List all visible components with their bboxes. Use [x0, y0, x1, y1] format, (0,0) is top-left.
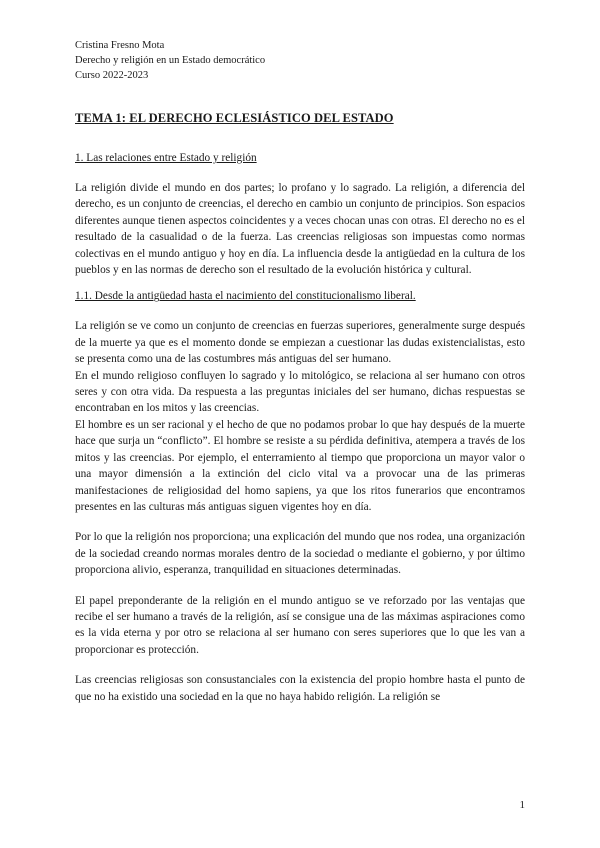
paragraph-4: Por lo que la religión nos proporciona; una explicación del mundo que nos rodea, una organización de la sociedad creando normas morales dentro de la sociedad o mediante el gobierno, y por último proporciona alivio, esperanza, tranquilidad en situaciones determinadas.	[75, 531, 525, 577]
paragraph-5: El papel preponderante de la religión en el mundo antiguo se ve reforzado por las ventajas que recibe el ser humano a través de la religión, así se consigue una de las máximas aspiraciones como es la vida eterna y por otro se relaciona al ser humano con seres superiores que lo que les van a proporcionar es protección.	[75, 594, 525, 656]
section-1-paragraph: La religión divide el mundo en dos partes; lo profano y lo sagrado. La religión, a diferencia del derecho, es un conjunto de creencias, el derecho en cambio un conjunto de principios. Son espacios diferentes aunque tienen aspectos coincidentes y a veces chocan unas con otras. El derecho no es el resultado de la casualidad o de la fuerza. Las creencias religiosas son impuestas como normas colectivas en el mundo antiguo y hoy en día. La influencia desde la antigüedad en la cultura de los pueblos y en las normas de derecho son el resultado de la evolución histórica y cultural.	[75, 182, 525, 277]
section-heading-1-1: 1.1. Desde la antigüedad hasta el nacimiento del constitucionalismo liberal.	[75, 290, 416, 303]
page-number: 1	[519, 799, 525, 811]
header-year: Curso 2022-2023	[75, 70, 149, 81]
section-heading-1: 1. Las relaciones entre Estado y religión	[75, 152, 257, 164]
paragraph-6: Las creencias religiosas son consustanciales con la existencia del propio hombre hasta el punto de que no ha existido una sociedad en la que no haya habido religión. La religión se	[75, 674, 525, 703]
document-title: TEMA 1: EL DERECHO ECLESIÁSTICO DEL ESTADO	[75, 111, 394, 125]
document-header	[75, 38, 525, 83]
header-course: Derecho y religión en un Estado democrático	[75, 55, 266, 66]
header-author: Cristina Fresno Mota	[75, 40, 165, 51]
paragraph-2: En el mundo religioso confluyen lo sagrado y lo mitológico, se relaciona al ser humano con otros seres y con otra vida. Da respuesta a las preguntas iniciales del ser humano, dichas respuestas se encontraban en los mitos y las creencias.	[75, 369, 525, 415]
paragraph-3: El hombre es un ser racional y el hecho de que no podamos probar lo que hay después de la muerte hace que surja un “conflicto”. El hombre se resiste a su pérdida definitiva, atempera a través de los mitos y las creencias. Por ejemplo, el enterramiento al tiempo que proporciona un mayor valor o una mayor dimensión a la extinción del ciclo vital va a provocar una de las primeras manifestaciones de religiosidad del homo sapiens, ya que los ritos funerarios que encontramos presentes en las culturas más antiguas siguen vigentes hoy en día.	[75, 418, 525, 513]
paragraph-1: La religión se ve como un conjunto de creencias en fuerzas superiores, generalmente surge después de la muerte ya que es el momento donde se empiezan a cuestionar las dudas existencialistas, esto se presenta como una de las costumbres más antiguas del ser humano.	[75, 320, 525, 366]
